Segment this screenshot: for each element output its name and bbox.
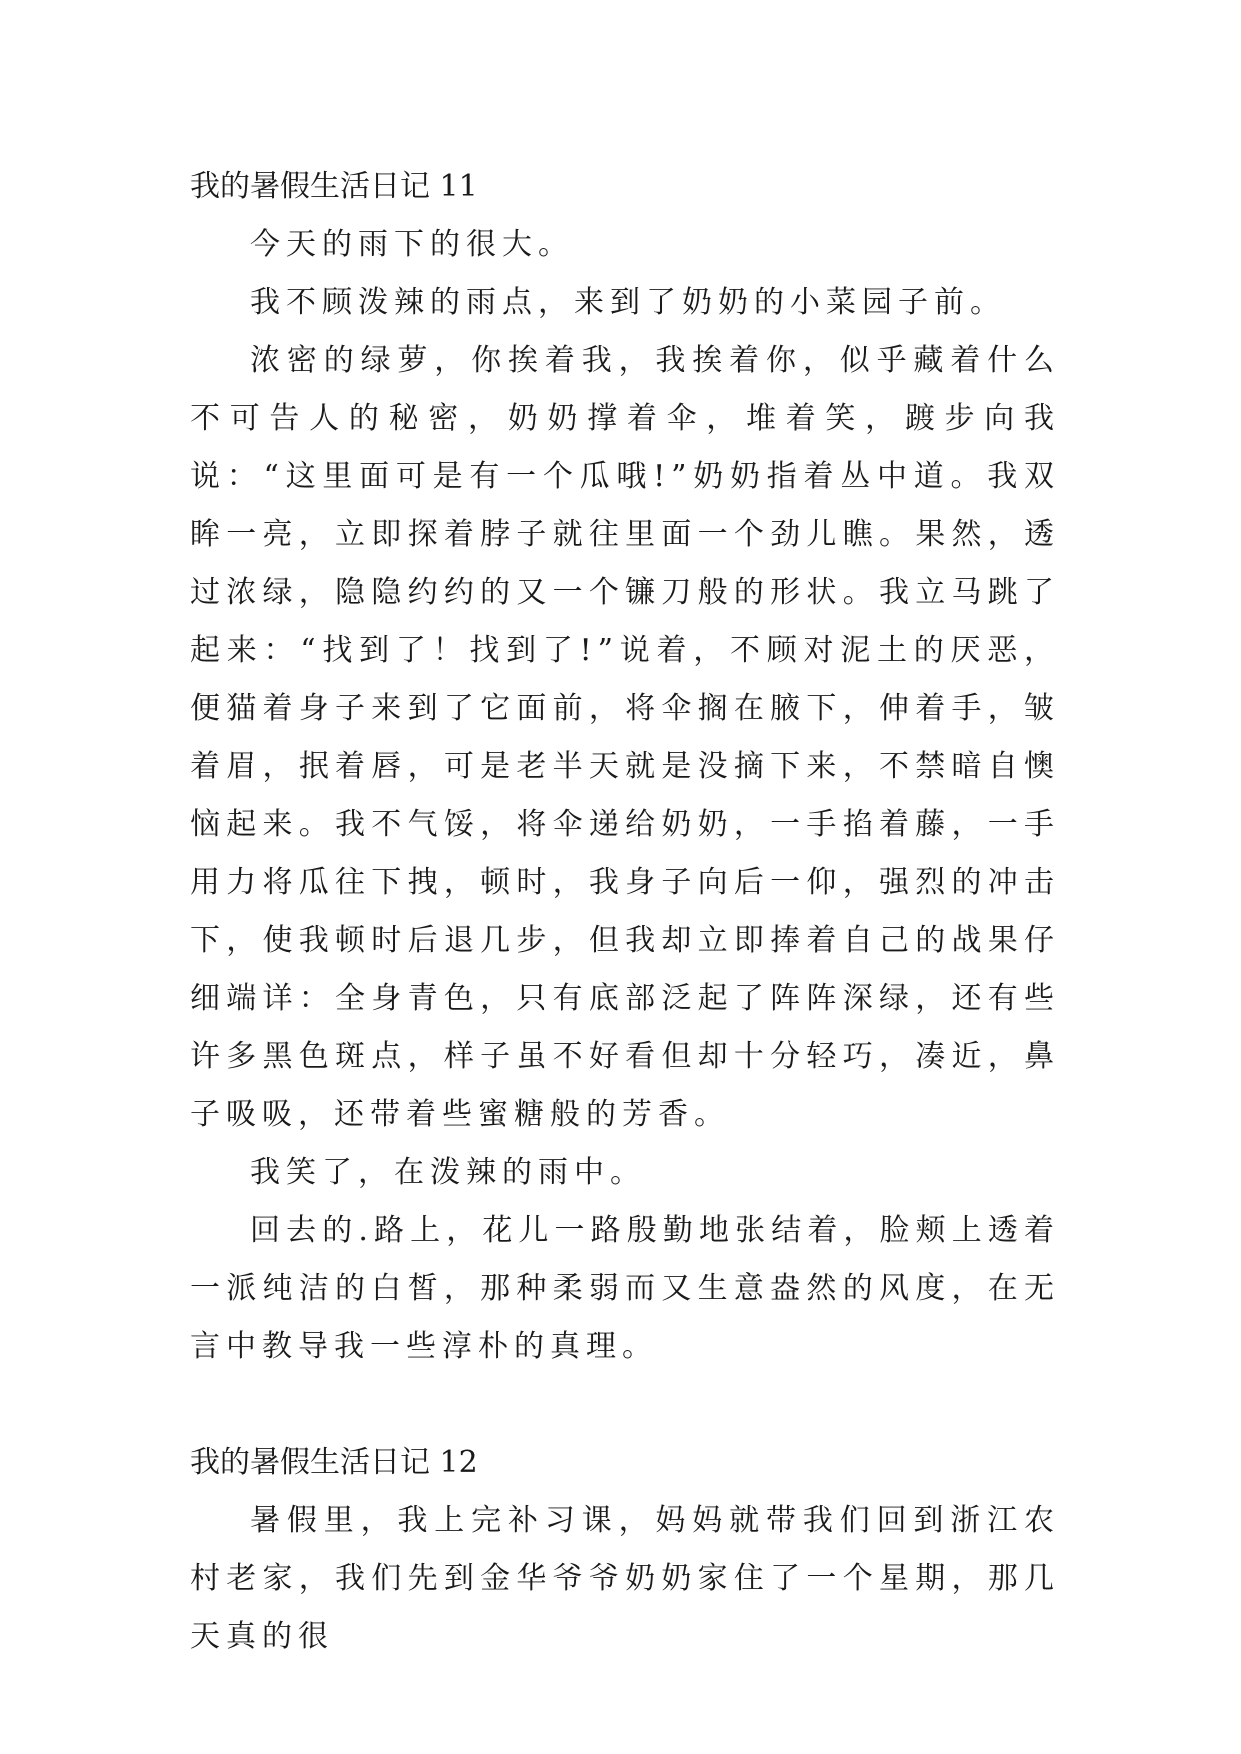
paragraph: 回去的.路上，花儿一路殷勤地张结着，脸颊上透着一派纯洁的白皙，那种柔弱而又生意盎然的风度，在无言中教导我一些淳朴的真理。: [190, 1213, 1060, 1364]
paragraph: 今天的雨下的很大。: [250, 227, 574, 262]
section-spacer: [190, 1376, 1060, 1434]
entry-title: 我的暑假生活日记 12: [190, 1445, 478, 1480]
paragraph: 我笑了，在泼辣的雨中。: [250, 1155, 646, 1190]
diary-entry: [190, 1434, 1060, 1666]
paragraph: 我不顾泼辣的雨点，来到了奶奶的小菜园子前。: [250, 285, 1006, 320]
paragraph: 暑假里，我上完补习课，妈妈就带我们回到浙江农村老家，我们先到金华爷爷奶奶家住了一个星期，那几天真的很: [190, 1503, 1060, 1654]
paragraph: 浓密的绿萝，你挨着我，我挨着你，似乎藏着什么不可告人的秘密，奶奶撑着伞，堆着笑，踱步向我说：“这里面可是有一个瓜哦!”奶奶指着丛中道。我双眸一亮，立即探着脖子就往里面一个劲儿瞧。果然，透过浓绿，隐隐约约的又一个镰刀般的形状。我立马跳了起来：“找到了！找到了!”说着，不顾对泥土的厌恶，便猫着身子来到了它面前，将伞搁在腋下，伸着手，皱着眉，抿着唇，可是老半天就是没摘下来，不禁暗自懊恼起来。我不气馁，将伞递给奶奶，一手掐着藤，一手用力将瓜往下拽，顿时，我身子向后一仰，强烈的冲击下，使我顿时后退几步，但我却立即捧着自己的战果仔细端详：全身青色，只有底部泛起了阵阵深绿，还有些许多黑色斑点，样子虽不好看但却十分轻巧，凑近，鼻子吸吸，还带着些蜜糖般的芳香。: [190, 343, 1060, 1132]
document-page: [190, 158, 1060, 1666]
diary-entry: [190, 158, 1060, 1376]
entry-title: 我的暑假生活日记 11: [190, 169, 478, 204]
